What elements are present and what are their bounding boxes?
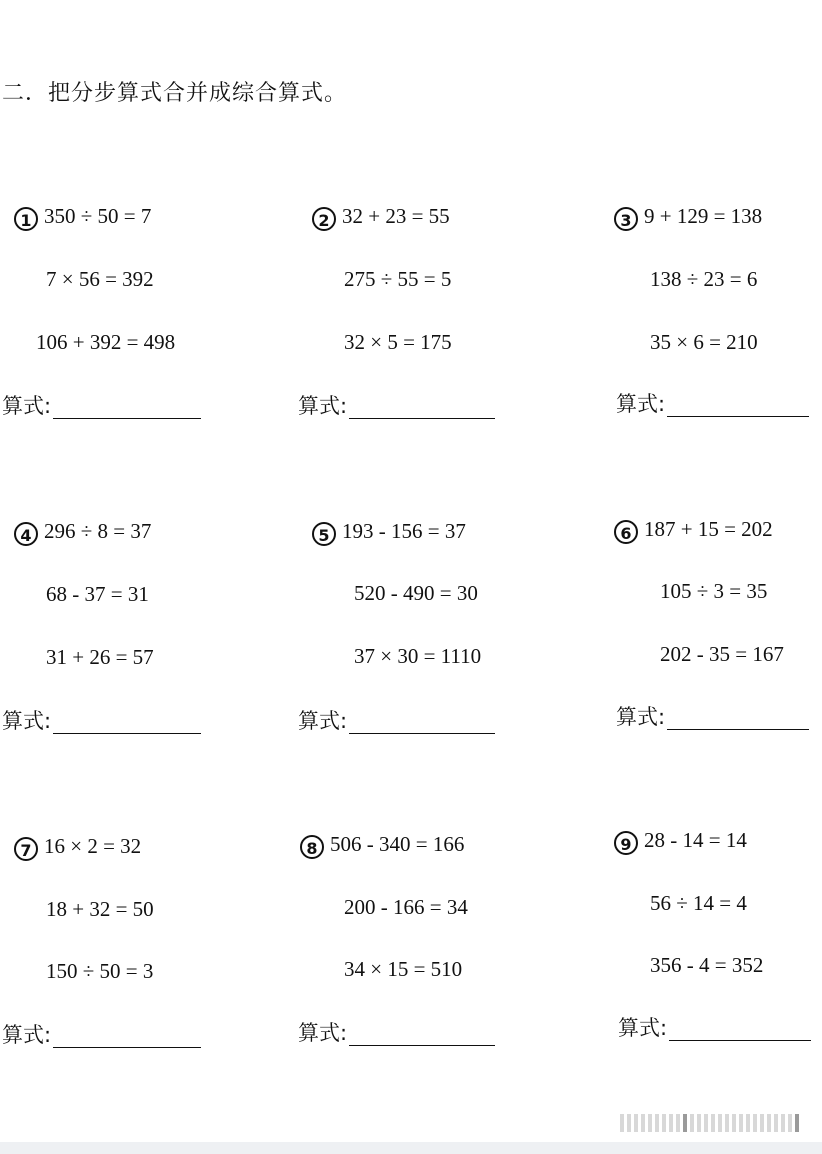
problem-4-line-2: 68 - 37 = 31 [46, 582, 149, 606]
problem-3-answer[interactable]: 算式: [616, 392, 809, 417]
problem-2-number: 2 [312, 207, 336, 231]
problem-9-answer-blank[interactable] [669, 1018, 811, 1041]
problem-9-line-3: 356 - 4 = 352 [650, 953, 764, 977]
problem-5-line-1: 5 193 - 156 = 37 [312, 519, 466, 546]
problem-3-answer-blank[interactable] [667, 394, 809, 417]
problem-9-line-2: 56 ÷ 14 = 4 [650, 891, 747, 915]
problem-7-line-3: 150 ÷ 50 = 3 [46, 959, 154, 983]
problem-6-answer[interactable]: 算式: [616, 705, 809, 730]
problem-7-line-1: 7 16 × 2 = 32 [14, 834, 141, 861]
problem-4-line-3: 31 + 26 = 57 [46, 645, 154, 669]
problem-9-number: 9 [614, 831, 638, 855]
problem-4-answer-blank[interactable] [53, 711, 201, 734]
problem-2-line-3: 32 × 5 = 175 [344, 330, 452, 354]
problem-8-line-2: 200 - 166 = 34 [344, 895, 468, 919]
problem-9-answer[interactable]: 算式: [618, 1016, 811, 1041]
problem-8-answer[interactable]: 算式: [298, 1021, 495, 1046]
problem-5-line-3: 37 × 30 = 1110 [354, 644, 482, 668]
problem-1-answer-blank[interactable] [53, 396, 201, 419]
problem-7-answer-blank[interactable] [53, 1025, 201, 1048]
problem-1-line-1: 1 350 ÷ 50 = 7 [14, 204, 151, 231]
problem-2-line-1: 2 32 + 23 = 55 [312, 204, 450, 231]
problem-4-number: 4 [14, 522, 38, 546]
problem-6-line-3: 202 - 35 = 167 [660, 642, 784, 666]
problem-9-line-1: 9 28 - 14 = 14 [614, 828, 747, 855]
problem-8-number: 8 [300, 835, 324, 859]
problem-1-answer[interactable]: 算式: [2, 394, 201, 419]
problem-6-answer-blank[interactable] [667, 707, 809, 730]
problem-2-line-2: 275 ÷ 55 = 5 [344, 267, 452, 291]
watermark-bar [620, 1112, 806, 1134]
problem-8-line-1: 8 506 - 340 = 166 [300, 832, 464, 859]
problem-2-answer[interactable]: 算式: [298, 394, 495, 419]
problem-1-line-2: 7 × 56 = 392 [46, 267, 154, 291]
problem-3-line-1: 3 9 + 129 = 138 [614, 204, 762, 231]
problem-4-line-1: 4 296 ÷ 8 = 37 [14, 519, 151, 546]
problem-8-line-3: 34 × 15 = 510 [344, 957, 463, 981]
section-title: 二．把分步算式合并成综合算式。 [2, 81, 348, 106]
footer-strip [0, 1142, 822, 1154]
problem-5-answer-blank[interactable] [349, 711, 495, 734]
problem-1-line-3: 106 + 392 = 498 [36, 330, 176, 354]
problem-3-line-3: 35 × 6 = 210 [650, 330, 758, 354]
problem-5-line-2: 520 - 490 = 30 [354, 581, 478, 605]
problem-6-line-2: 105 ÷ 3 = 35 [660, 579, 768, 603]
problem-6-number: 6 [614, 520, 638, 544]
problem-1-number: 1 [14, 207, 38, 231]
problem-7-number: 7 [14, 837, 38, 861]
problem-2-answer-blank[interactable] [349, 396, 495, 419]
problem-5-answer[interactable]: 算式: [298, 709, 495, 734]
problem-7-line-2: 18 + 32 = 50 [46, 897, 154, 921]
problem-4-answer[interactable]: 算式: [2, 709, 201, 734]
problem-5-number: 5 [312, 522, 336, 546]
problem-8-answer-blank[interactable] [349, 1023, 495, 1046]
problem-3-number: 3 [614, 207, 638, 231]
problem-7-answer[interactable]: 算式: [2, 1023, 201, 1048]
problem-3-line-2: 138 ÷ 23 = 6 [650, 267, 758, 291]
problem-6-line-1: 6 187 + 15 = 202 [614, 517, 773, 544]
